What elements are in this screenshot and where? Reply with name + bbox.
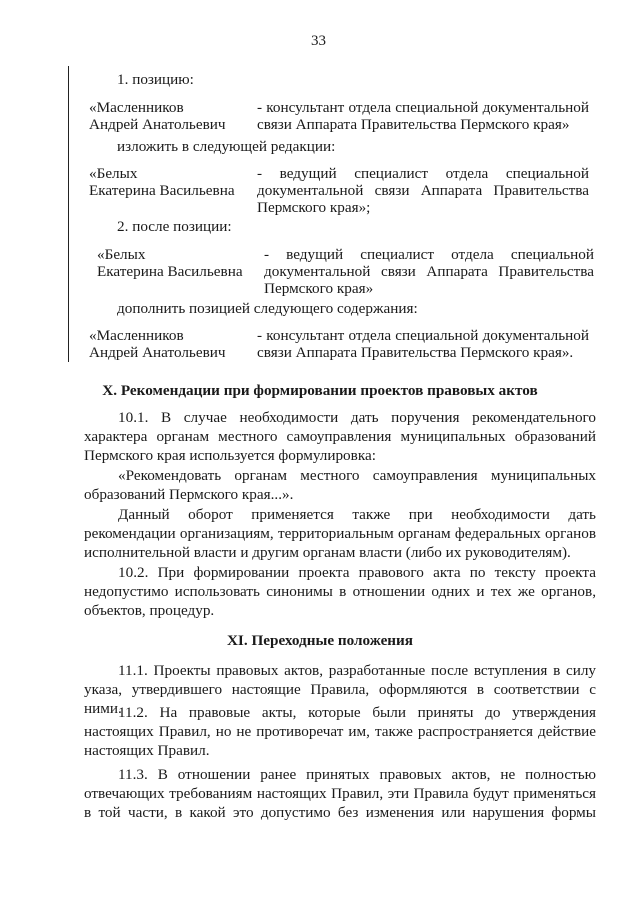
section-xi-paragraph-11-2: 11.2. На правовые акты, которые были приняты до утверждения настоящих Правил, но не противоречат им, также распространяется действие настоящих Правил. (84, 704, 596, 759)
add-label: дополнить позицией следующего содержания: (117, 300, 418, 317)
entry1-name (89, 99, 249, 133)
entry2-description: - ведущий специалист отдела специальной документальной связи Аппарата Правительства Пермского края»; (257, 165, 589, 216)
entry3-name (97, 246, 257, 280)
entry2-name-line1: «Белых (89, 165, 138, 182)
item1-label: 1. позицию: (117, 71, 194, 88)
item2-label: 2. после позиции: (117, 218, 232, 235)
section-x-paragraph-turnover: Данный оборот применяется также при необходимости дать рекомендации организациям, территориальным органам федеральных органов исполнительной власти и другим органам власти (либо их руководителям). (84, 506, 596, 561)
entry4-name-line2: Андрей Анатольевич (89, 344, 226, 361)
entry2-name-line2: Екатерина Васильевна (89, 182, 235, 199)
entry3-name-line2: Екатерина Васильевна (97, 263, 243, 280)
entry3-description: - ведущий специалист отдела специальной документальной связи Аппарата Правительства Пермского края» (264, 246, 594, 297)
entry4-description: - консультант отдела специальной документальной связи Аппарата Правительства Пермского края». (257, 327, 589, 361)
section-xi-heading: XI. Переходные положения (226, 632, 414, 649)
entry1-name-line2: Андрей Анатольевич (89, 116, 226, 133)
entry4-name-line1: «Масленников (89, 327, 184, 344)
section-x-heading: X. Рекомендации при формировании проектов правовых актов (102, 382, 538, 399)
page-number: 33 (311, 33, 326, 49)
section-x-paragraph-10-1: 10.1. В случае необходимости дать поручения рекомендательного характера органам местного самоуправления муниципальных образований Пермского края используется формулировка: (84, 409, 596, 464)
margin-change-bar (68, 66, 69, 362)
entry4-name (89, 327, 249, 361)
section-x-formula-quote: «Рекомендовать органам местного самоуправления муниципальных образований Пермского края...». (84, 467, 596, 503)
entry1-name-line1: «Масленников (89, 99, 184, 116)
section-xi-paragraph-11-3: 11.3. В отношении ранее принятых правовых актов, не полностью отвечающих требованиям настоящих Правил, эти Правила будут применяться в той части, в какой это допустимо без изменения или нарушения формы (84, 766, 596, 821)
entry1-description: - консультант отдела специальной документальной связи Аппарата Правительства Пермского края» (257, 99, 589, 133)
replace-label: изложить в следующей редакции: (117, 138, 336, 155)
entry2-name (89, 165, 249, 199)
section-x-paragraph-10-2: 10.2. При формировании проекта правового акта по тексту проекта недопустимо использовать синонимы в отношении одних и тех же органов, объектов, процедур. (84, 564, 596, 619)
section-xi-paragraph-11-1: 11.1. Проекты правовых актов, разработанные после вступления в силу указа, утвердившего настоящие Правила, оформляются в соответствии с ними. (84, 662, 596, 717)
entry3-name-line1: «Белых (97, 246, 146, 263)
